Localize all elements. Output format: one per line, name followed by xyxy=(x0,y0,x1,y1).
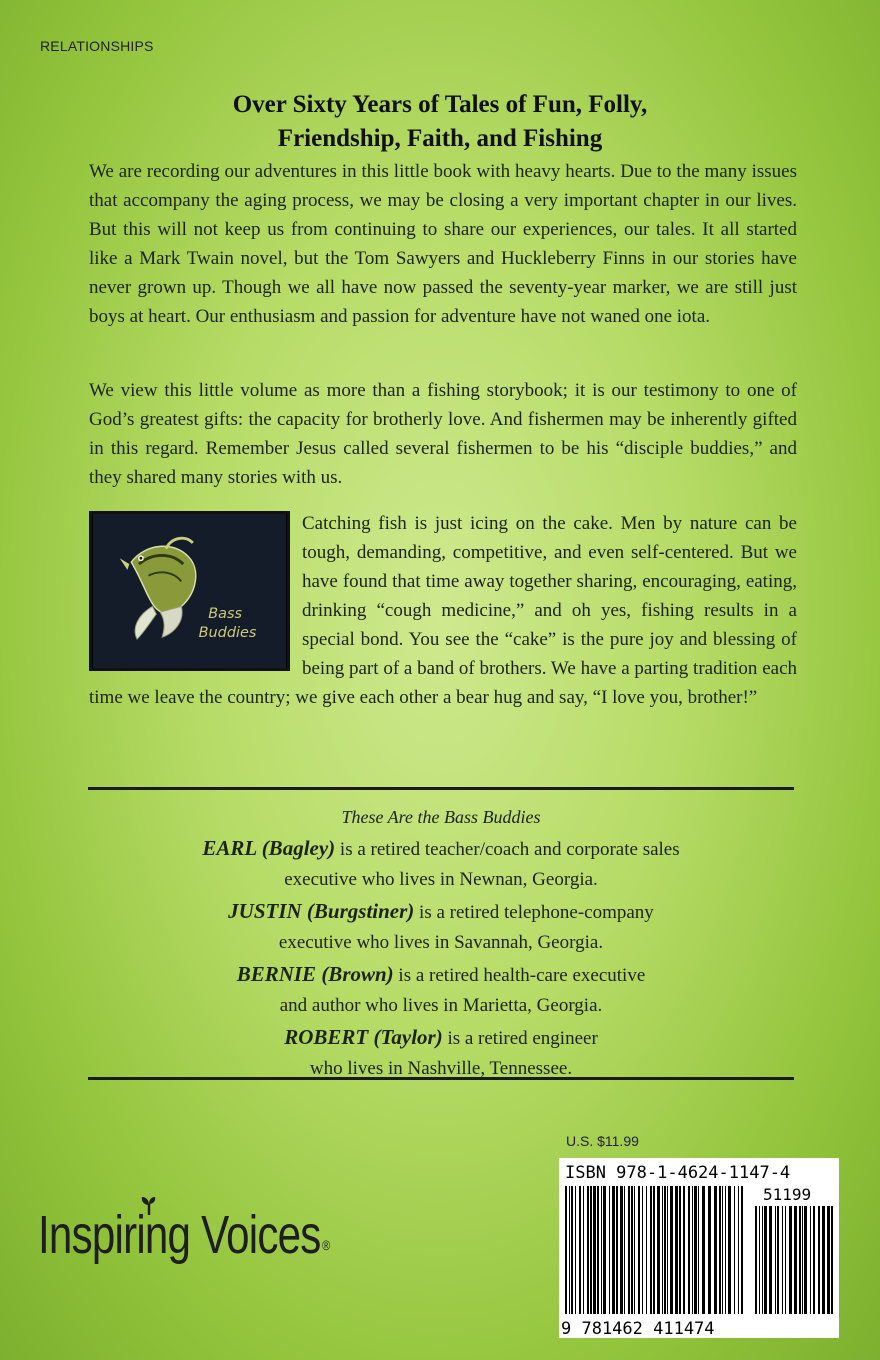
buddy-description: is a retired engineer xyxy=(442,1027,598,1049)
paragraph-3-block xyxy=(89,509,797,712)
barcode-bar xyxy=(609,1186,610,1314)
buddy-name: EARL (Bagley) xyxy=(202,835,336,860)
barcode-bar xyxy=(628,1186,630,1314)
divider-top xyxy=(88,787,794,790)
barcode-bar xyxy=(601,1186,602,1314)
barcode-bar xyxy=(679,1186,681,1314)
registered-mark: ® xyxy=(322,1237,330,1253)
barcode-bar xyxy=(670,1186,673,1314)
barcode-bar xyxy=(688,1186,690,1314)
barcode-bar xyxy=(565,1186,567,1314)
barcode-bar xyxy=(728,1186,731,1314)
barcode-bar xyxy=(762,1206,763,1314)
barcode-bar xyxy=(714,1186,717,1314)
paragraph-1: We are recording our adventures in this little book with heavy hearts. Due to the many issues that accompany the aging process, we may be closing a very important chapter in our lives. But this will not keep us from continuing to share our experiences, our tales. It all started like a Mark Twain novel, but the Tom Sawyers and Huckleberry Finns in our stories have never grown up. Though we all have now passed the seventy-year marker, we are still just boys at heart. Our enthusiasm and passion for adventure have not waned one iota. xyxy=(89,161,797,327)
buddy-entry-justin xyxy=(88,896,794,929)
fish-embroidery-icon xyxy=(92,514,287,668)
barcode-bars-main xyxy=(565,1186,743,1314)
buddy-name: BERNIE (Brown) xyxy=(236,961,394,986)
headline-line-1: Over Sixty Years of Tales of Fun, Folly, xyxy=(232,91,648,118)
barcode-bar xyxy=(698,1186,699,1314)
price-code: 51199 xyxy=(763,1185,812,1204)
barcode-bar xyxy=(616,1186,618,1314)
barcode-bar xyxy=(813,1206,815,1314)
paragraph-2: We view this little volume as more than a fishing storybook; it is our testimony to one of God’s greatest gifts: the capacity for brotherly love. And fishermen may be inherently gifted in this regard. Remember Jesus called several fishermen to be his “disciple buddies,” and they shared many stories with us. xyxy=(89,380,797,488)
barcode-bar xyxy=(708,1186,711,1314)
publisher-logo xyxy=(38,1195,458,1275)
barcode-bar xyxy=(785,1206,786,1314)
barcode-bar xyxy=(769,1206,772,1314)
barcode-bar xyxy=(624,1186,625,1314)
barcode-bar xyxy=(734,1186,735,1314)
barcode-bar xyxy=(799,1206,801,1314)
barcode-bar xyxy=(631,1186,633,1314)
bass-buddies-photo xyxy=(89,511,290,671)
barcode-bar xyxy=(646,1186,647,1314)
barcode-bar xyxy=(741,1186,743,1314)
barcode-bar xyxy=(593,1186,596,1314)
buddy-entry-bernie xyxy=(88,959,794,992)
barcode-bar xyxy=(831,1206,833,1314)
headline-line-2: Friendship, Faith, and Fishing xyxy=(277,125,603,152)
buddy-entry-earl xyxy=(88,833,794,866)
bass-buddies-section xyxy=(88,802,794,1085)
buddy-description: is a retired teacher/coach and corporate sales xyxy=(335,838,680,860)
barcode-bar xyxy=(583,1186,584,1314)
buddy-entry-robert xyxy=(88,1022,794,1055)
barcode-bar xyxy=(827,1206,830,1314)
barcode-bar xyxy=(683,1186,685,1314)
barcode-bar xyxy=(575,1186,576,1314)
ean-digits: 9 781462 411474 xyxy=(561,1319,715,1338)
barcode-bar xyxy=(794,1206,797,1314)
barcode-bar xyxy=(777,1206,779,1314)
barcode-bar xyxy=(620,1186,623,1314)
barcode-bar xyxy=(603,1186,606,1314)
barcode-bar xyxy=(579,1186,581,1314)
buddy-name: ROBERT (Taylor) xyxy=(284,1024,443,1049)
buddy-name: JUSTIN (Burgstiner) xyxy=(228,898,415,923)
buddy-description-line: and author who lives in Marietta, Georgia. xyxy=(279,995,603,1016)
buddy-description-line: executive who lives in Newnan, Georgia. xyxy=(284,869,598,890)
barcode-bar xyxy=(692,1186,693,1314)
barcode-bar xyxy=(822,1206,825,1314)
barcode-bar xyxy=(725,1186,726,1314)
buddy-description: is a retired telephone-company xyxy=(414,901,654,923)
barcode-bar xyxy=(775,1206,776,1314)
barcode-bar xyxy=(802,1206,803,1314)
barcode-bar xyxy=(587,1186,589,1314)
buddies-title: These Are the Bass Buddies xyxy=(341,807,541,827)
barcode-bar xyxy=(657,1186,660,1314)
barcode-bar xyxy=(789,1206,792,1314)
barcode-bar xyxy=(571,1186,573,1314)
barcode-bar xyxy=(804,1206,807,1314)
divider-bottom xyxy=(88,1077,794,1080)
category-label: RELATIONSHIPS xyxy=(40,38,154,54)
barcode-graphic xyxy=(559,1158,839,1338)
barcode-bar xyxy=(755,1206,757,1314)
price-label: U.S. $11.99 xyxy=(566,1133,639,1149)
barcode-bar xyxy=(702,1186,705,1314)
barcode-bar xyxy=(597,1186,599,1314)
barcode-bar xyxy=(818,1206,820,1314)
barcode-bar xyxy=(638,1186,640,1314)
barcode-bar xyxy=(634,1186,635,1314)
embroidery-text-bass: Bass xyxy=(208,605,243,622)
paragraph-3: Catching fish is just icing on the cake. Men by nature can be tough, demanding, competitive, and even self-centered. But we have found that time away together sharing, encouraging, eating, drinking “cough medicine,” and oh yes, fishing results in a special bond. You see the “cake” is the pure joy and blessing of being part of a band of brothers. We have a parting tradition each time we leave the country; we give each other a bear hug and say, “I love you, brother!” xyxy=(89,513,797,708)
barcode-bar xyxy=(694,1186,697,1314)
barcode-bar xyxy=(569,1186,570,1314)
isbn-barcode xyxy=(559,1158,839,1338)
barcode-bar xyxy=(810,1206,811,1314)
barcode-bar xyxy=(782,1206,783,1314)
barcode-bar xyxy=(653,1186,655,1314)
embroidery-text-buddies: Buddies xyxy=(198,625,257,642)
barcode-bar xyxy=(650,1186,652,1314)
barcode-bar xyxy=(764,1206,767,1314)
barcode-bar xyxy=(722,1186,723,1314)
barcode-bar xyxy=(662,1186,663,1314)
barcode-bar xyxy=(642,1186,643,1314)
barcode-bar xyxy=(759,1206,760,1314)
barcode-bar xyxy=(612,1186,615,1314)
barcode-bar xyxy=(738,1186,739,1314)
isbn-label: ISBN 978-1-4624-1147-4 xyxy=(565,1163,791,1183)
publisher-name: Inspiring Voices xyxy=(38,1205,321,1265)
barcode-bar xyxy=(664,1186,666,1314)
buddy-description-line: executive who lives in Savannah, Georgia. xyxy=(278,932,604,953)
barcode-bar xyxy=(590,1186,592,1314)
barcode-bar xyxy=(667,1186,668,1314)
buddy-description: is a retired health-care executive xyxy=(393,964,646,986)
barcode-bar xyxy=(719,1186,721,1314)
buddy-description-line: who lives in Nashville, Tennessee. xyxy=(309,1058,573,1079)
headline xyxy=(0,88,880,156)
barcode-bar xyxy=(675,1186,678,1314)
